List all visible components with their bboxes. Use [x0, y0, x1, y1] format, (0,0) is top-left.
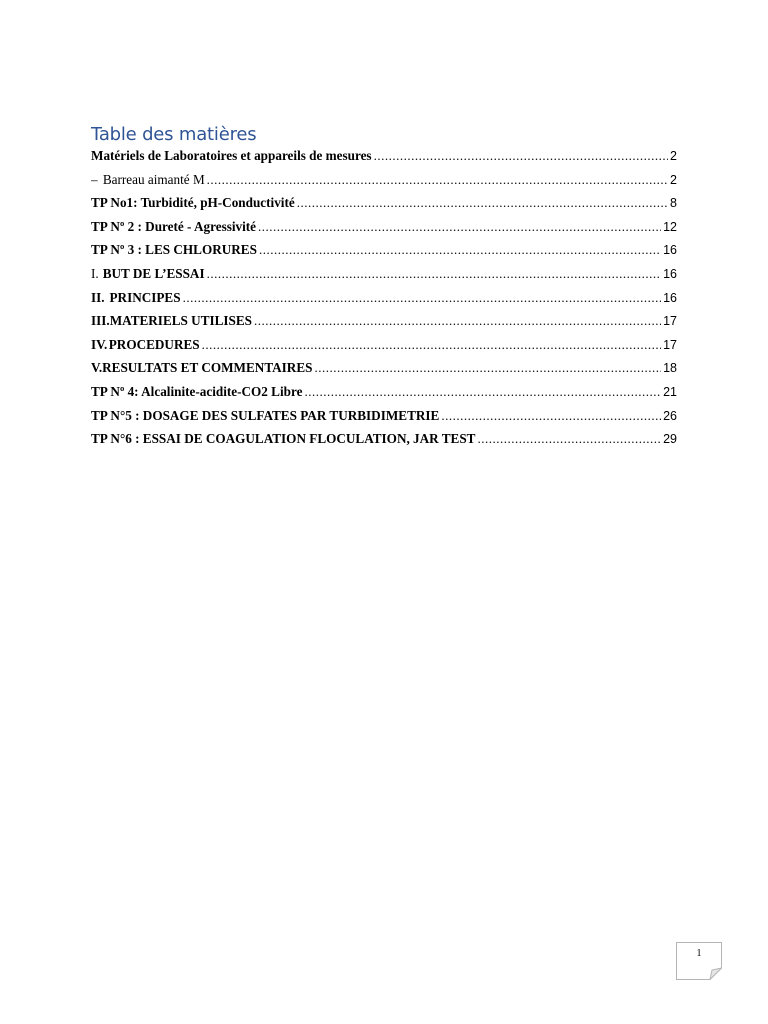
toc-entry-number: IV. — [91, 336, 108, 352]
toc-entry-page: 8 — [670, 196, 677, 211]
dot-leader — [258, 219, 661, 235]
toc-entry-text: Matériels de Laboratoires et appareils de mesures — [91, 148, 372, 163]
toc-entry-page: 12 — [663, 219, 677, 234]
toc-entry-bullet: – — [91, 171, 98, 187]
toc-entry[interactable] — [91, 195, 677, 219]
dot-leader — [374, 148, 668, 164]
toc-entry-text: RESULTATS ET COMMENTAIRES — [102, 360, 313, 376]
toc-entry-page: 18 — [663, 361, 677, 376]
toc-entry-page: 2 — [670, 149, 677, 163]
toc-entry-text: TP Nº 2 : Dureté - Agressivité — [91, 218, 257, 234]
toc-entry[interactable] — [91, 266, 677, 290]
toc-entry-page: 17 — [663, 337, 677, 352]
toc-entry[interactable] — [91, 172, 677, 196]
dot-leader — [441, 408, 661, 424]
toc-entry-page: 21 — [663, 384, 677, 399]
toc-entry-number: V. — [91, 360, 103, 376]
toc-entry-page: 17 — [663, 314, 677, 329]
toc-entry[interactable] — [91, 431, 677, 455]
toc-entry-text: TP N°6 : ESSAI DE COAGULATION FLOCULATION, JAR TEST — [91, 431, 476, 447]
dot-leader — [183, 290, 662, 306]
toc-entry-page: 16 — [663, 266, 677, 281]
dot-leader — [259, 242, 661, 258]
toc-entry-page: 29 — [663, 432, 677, 447]
table-of-contents — [91, 148, 677, 455]
toc-entry[interactable] — [91, 290, 677, 314]
toc-entry[interactable] — [91, 408, 677, 432]
toc-entry-text: MATERIELS UTILISES — [109, 313, 253, 329]
toc-entry-page: 16 — [663, 290, 677, 305]
toc-entry[interactable] — [91, 360, 677, 384]
toc-entry-page: 2 — [670, 172, 677, 187]
toc-entry-number: I. — [91, 265, 99, 281]
toc-entry[interactable] — [91, 337, 677, 361]
toc-entry-number: II. — [91, 289, 105, 305]
toc-entry[interactable] — [91, 148, 677, 172]
toc-entry-text: PROCEDURES — [108, 336, 200, 352]
toc-entry-number: III. — [91, 313, 110, 329]
toc-entry-page: 26 — [663, 408, 677, 423]
dot-leader — [207, 266, 662, 282]
dot-leader — [304, 384, 661, 400]
toc-entry[interactable] — [91, 219, 677, 243]
dot-leader — [477, 431, 661, 447]
toc-entry-text: TP No1: Turbidité, pH-Conductivité — [91, 195, 295, 211]
toc-title: Table des matières — [91, 124, 257, 145]
toc-entry[interactable] — [91, 384, 677, 408]
dot-leader — [254, 313, 661, 329]
toc-entry-text: TP Nº 4: Alcalinite-acidite-CO2 Libre — [91, 383, 303, 399]
toc-entry-text: BUT DE L’ESSAI — [102, 265, 205, 281]
dot-leader — [314, 360, 661, 376]
dot-leader — [202, 337, 661, 353]
toc-entry-text: Barreau aimanté M — [102, 171, 205, 187]
page-number-badge — [676, 942, 722, 980]
page-number: 1 — [696, 948, 702, 959]
toc-entry-page: 16 — [663, 243, 677, 258]
toc-entry[interactable] — [91, 313, 677, 337]
toc-entry-text: TP Nº 3 : LES CHLORURES — [91, 242, 257, 258]
dot-leader — [207, 172, 668, 188]
dot-leader — [297, 195, 668, 211]
toc-entry[interactable] — [91, 242, 677, 266]
toc-entry-text: TP N°5 : DOSAGE DES SULFATES PAR TURBIDIMETRIE — [91, 407, 440, 423]
toc-entry-text: PRINCIPES — [109, 289, 181, 305]
